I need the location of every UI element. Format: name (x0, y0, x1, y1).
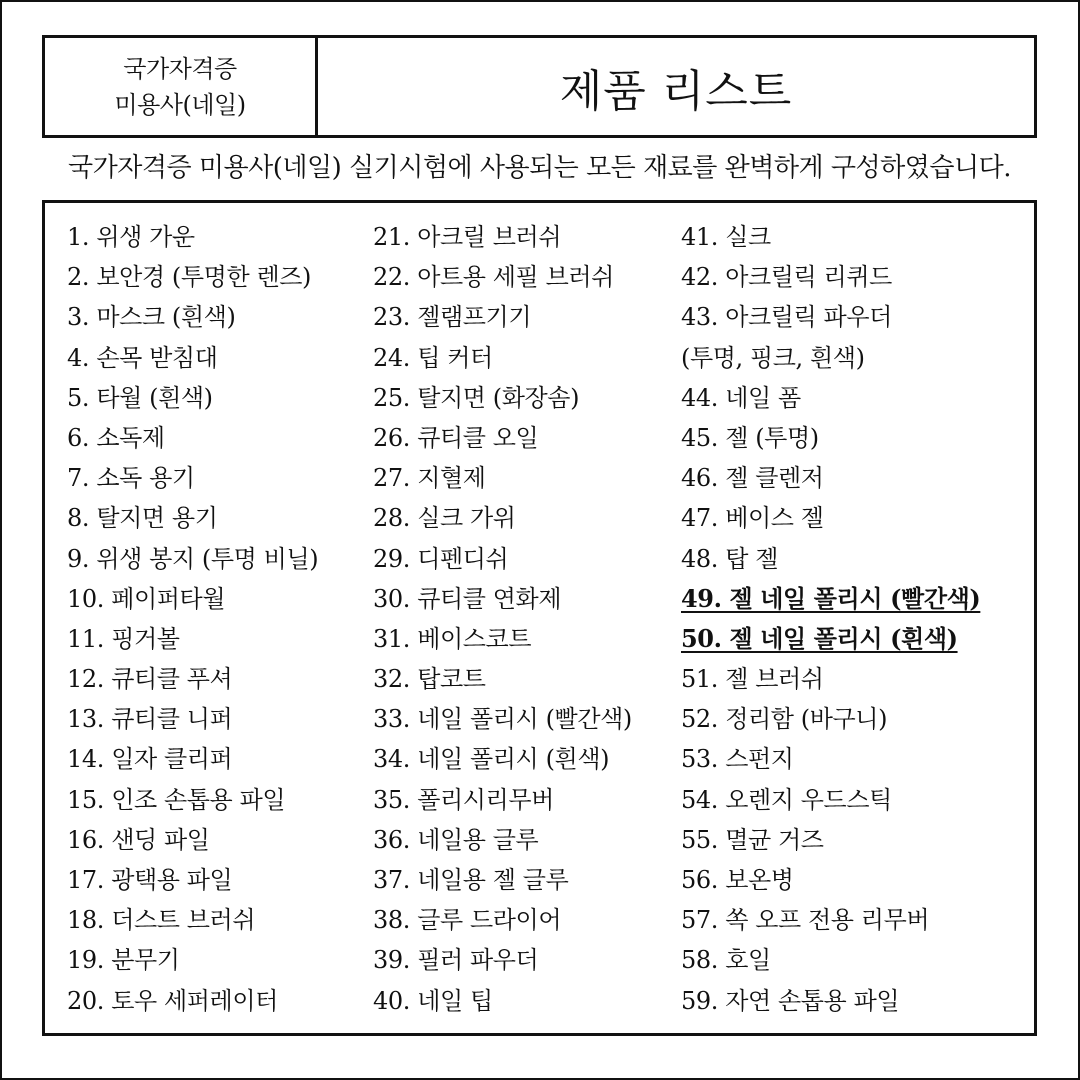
list-item: 30. 큐티클 연화제 (373, 584, 562, 613)
list-item: 41. 실크 (681, 223, 771, 251)
list-item: 2. 보안경 (투명한 렌즈) (67, 263, 311, 292)
list-item: 9. 위생 봉지 (투명 비닐) (67, 544, 319, 573)
list-item: 51. 젤 브러쉬 (681, 665, 824, 694)
list-item: 37. 네일용 젤 글루 (373, 866, 569, 894)
subtitle: 국가자격증 미용사(네일) 실기시험에 사용되는 모든 재료를 완벽하게 구성하였습니다. (68, 153, 1011, 183)
list-item: 35. 폴리시리무버 (373, 785, 554, 814)
list-item: 55. 멸균 거즈 (681, 825, 824, 854)
list-item: 21. 아크릴 브러쉬 (373, 223, 562, 251)
list-item: 3. 마스크 (흰색) (67, 303, 236, 332)
list-item: 5. 타월 (흰색) (67, 383, 213, 412)
list-item: 13. 큐티클 니퍼 (67, 705, 233, 734)
list-item: 16. 샌딩 파일 (67, 825, 210, 854)
list-item: 54. 오렌지 우드스틱 (681, 785, 892, 814)
list-item: 4. 손목 받침대 (67, 343, 218, 372)
list-item: 43. 아크릴릭 파우더 (681, 303, 892, 332)
list-item: 11. 핑거볼 (67, 624, 180, 653)
list-item: 40. 네일 팁 (373, 986, 493, 1015)
list-item: 59. 자연 손톱용 파일 (681, 986, 900, 1015)
product-list-box (42, 200, 1037, 1036)
list-item: 58. 호일 (681, 946, 771, 975)
list-item: 31. 베이스코트 (373, 624, 532, 653)
list-item: 23. 젤램프기기 (373, 303, 532, 332)
list-item: 34. 네일 폴리시 (흰색) (373, 745, 610, 774)
list-item: 46. 젤 클렌저 (681, 464, 824, 493)
list-item: 32. 탑코트 (373, 665, 486, 694)
list-item: 44. 네일 폼 (681, 383, 801, 412)
list-item: 48. 탑 젤 (681, 544, 778, 573)
list-item-highlighted: 49. 젤 네일 폴리시 (빨간색) (681, 583, 981, 613)
list-item: 29. 디펜디쉬 (373, 544, 509, 573)
list-item-highlighted: 50. 젤 네일 폴리시 (흰색) (681, 623, 958, 653)
list-item: 1. 위생 가운 (67, 223, 195, 251)
list-item-continuation: (투명, 핑크, 흰색) (681, 343, 865, 372)
header-box (42, 35, 1037, 138)
list-item: 57. 쏙 오프 전용 리무버 (681, 906, 930, 935)
list-item: 26. 큐티클 오일 (373, 423, 539, 452)
certification-line-1: 국가자격증 (123, 54, 237, 83)
product-column-1 (67, 217, 367, 1021)
list-item: 45. 젤 (투명) (681, 423, 819, 452)
list-item: 33. 네일 폴리시 (빨간색) (373, 705, 632, 734)
certification-label (45, 38, 318, 135)
list-item: 27. 지혈제 (373, 464, 486, 493)
list-item: 53. 스펀지 (681, 745, 794, 774)
certification-line-2: 미용사(네일) (114, 90, 246, 119)
list-item: 42. 아크릴릭 리퀴드 (681, 263, 892, 292)
list-item: 10. 페이퍼타월 (67, 584, 226, 613)
list-item: 52. 정리함 (바구니) (681, 705, 888, 734)
list-item: 25. 탈지면 (화장솜) (373, 383, 580, 412)
list-item: 14. 일자 클리퍼 (67, 745, 233, 774)
product-column-2 (373, 217, 673, 1021)
list-item: 19. 분무기 (67, 946, 180, 975)
list-item: 24. 팁 커터 (373, 343, 493, 372)
list-item: 56. 보온병 (681, 866, 794, 894)
list-item: 12. 큐티클 푸셔 (67, 665, 233, 694)
list-item: 28. 실크 가위 (373, 504, 516, 533)
list-item: 22. 아트용 세필 브러쉬 (373, 263, 614, 292)
list-item: 6. 소독제 (67, 423, 165, 452)
list-item: 8. 탈지면 용기 (67, 504, 218, 533)
page-title: 제품 리스트 (559, 65, 793, 117)
list-item: 20. 토우 세퍼레이터 (67, 986, 278, 1015)
list-item: 36. 네일용 글루 (373, 825, 539, 854)
product-column-3 (681, 217, 1021, 1021)
list-item: 18. 더스트 브러쉬 (67, 906, 256, 935)
list-item: 17. 광택용 파일 (67, 866, 233, 894)
list-item: 39. 필러 파우더 (373, 946, 539, 975)
list-item: 7. 소독 용기 (67, 464, 195, 493)
list-item: 15. 인조 손톱용 파일 (67, 785, 286, 814)
list-item: 47. 베이스 젤 (681, 504, 824, 533)
list-item: 38. 글루 드라이어 (373, 906, 562, 935)
